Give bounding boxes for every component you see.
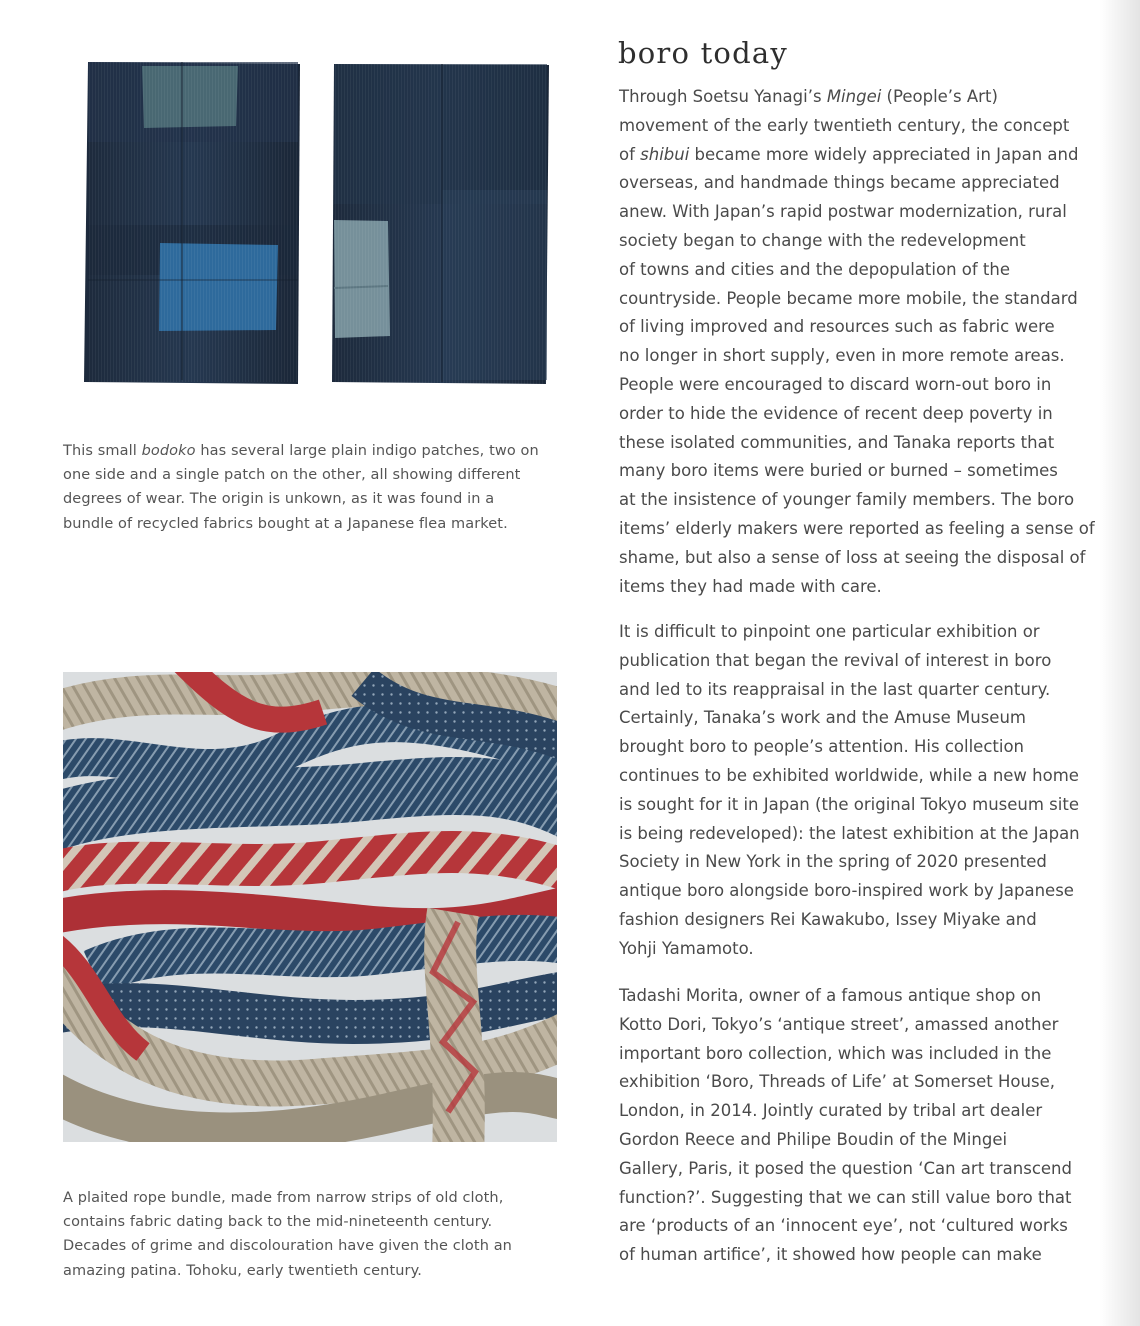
text-line [619, 733, 1119, 762]
caption-line [63, 1259, 563, 1283]
text-run: It is difficult to pinpoint one particular exhibition or [619, 622, 1040, 641]
text-line [619, 573, 1119, 602]
text-run: is sought for it in Japan (the original Tokyo museum site [619, 794, 1079, 814]
text-line [619, 1241, 1119, 1270]
text-run: of [619, 144, 641, 164]
text-line [619, 982, 1119, 1011]
bodoko-photo [62, 40, 562, 400]
text-line [619, 544, 1119, 573]
text-run: items they had made with care. [619, 576, 882, 596]
text-line [619, 848, 1119, 877]
text-run: continues to be exhibited worldwide, while a new home [619, 765, 1079, 785]
text-line [619, 1097, 1119, 1126]
text-run: is being redeveloped): the latest exhibition at the Japan [619, 823, 1080, 843]
text-line [619, 429, 1119, 458]
text-run: these isolated communities, and Tanaka reports that [619, 432, 1055, 452]
italic-term: bodoko [141, 443, 196, 459]
text-run: no longer in short supply, even in more remote areas. [619, 346, 1065, 366]
text-line [619, 791, 1119, 820]
caption-line [63, 439, 563, 463]
text-run: many boro items were buried or burned – sometimes [619, 461, 1058, 481]
paragraph-2 [619, 618, 1119, 964]
text-line [619, 198, 1119, 227]
text-line [619, 1011, 1119, 1040]
caption-line [63, 1210, 563, 1234]
text-run: Yohji Yamamoto. [619, 938, 754, 958]
text-line [619, 256, 1119, 285]
text-line [619, 820, 1119, 849]
text-run: publication that began the revival of interest in boro [619, 650, 1052, 670]
text-run: antique boro alongside boro-inspired work by Japanese [619, 881, 1074, 901]
text-run: Tadashi Morita, owner of a famous antique shop on [619, 986, 1042, 1005]
text-run: has several large plain indigo patches, two on [195, 443, 539, 459]
text-run: items’ elderly makers were reported as feeling a sense of [619, 518, 1095, 538]
text-run: countryside. People became more mobile, the standard [619, 288, 1078, 308]
text-run: London, in 2014. Jointly curated by tribal art dealer [619, 1101, 1043, 1121]
text-run: at the insistence of younger family members. The boro [619, 490, 1075, 510]
text-line [619, 486, 1119, 515]
text-run: Kotto Dori, Tokyo’s ‘antique street’, amassed another [619, 1014, 1059, 1034]
text-run: society began to change with the redevelopment [619, 230, 1026, 250]
text-run: became more widely appreciated in Japan and [689, 144, 1079, 164]
text-run: and led to its reappraisal in the last quarter century. [619, 679, 1051, 699]
text-run: fashion designers Rei Kawakubo, Issey Miyake and [619, 909, 1037, 929]
paragraph-3 [619, 982, 1119, 1270]
text-line [619, 618, 1119, 647]
text-line [619, 83, 1119, 112]
text-run: of human artifice’, it showed how people can make [619, 1245, 1042, 1265]
caption-line [63, 1186, 563, 1210]
text-line [619, 906, 1119, 935]
text-line [619, 515, 1119, 544]
italic-term: shibui [640, 144, 690, 164]
text-run: order to hide the evidence of recent deep poverty in [619, 403, 1053, 423]
text-run: Decades of grime and discolouration have given the cloth an [63, 1238, 512, 1255]
text-run: Society in New York in the spring of 2020 presented [619, 852, 1047, 872]
text-run: amazing patina. Tohoku, early twentieth century. [63, 1262, 422, 1279]
text-run: overseas, and handmade things became appreciated [619, 173, 1060, 193]
text-line [619, 647, 1119, 676]
text-run: are ‘products of an ‘innocent eye’, not ‘cultured works [619, 1216, 1068, 1236]
text-line [619, 877, 1119, 906]
text-line [619, 285, 1119, 314]
text-run: anew. With Japan’s rapid postwar modernization, rural [619, 202, 1067, 222]
text-run: function?’. Suggesting that we can still value boro that [619, 1187, 1072, 1207]
text-line [619, 400, 1119, 429]
text-line [619, 762, 1119, 791]
text-line [619, 141, 1119, 170]
text-run: of living improved and resources such as fabric were [619, 317, 1055, 337]
bodoko-right-panel [332, 64, 549, 384]
text-line [619, 371, 1119, 400]
text-run: of towns and cities and the depopulation of the [619, 259, 1011, 279]
text-line [619, 342, 1119, 371]
text-line [619, 169, 1119, 198]
text-line [619, 1126, 1119, 1155]
text-line [619, 227, 1119, 256]
caption-line [63, 512, 563, 536]
italic-term: Mingei [826, 87, 882, 106]
text-run: (People’s Art) [881, 87, 998, 106]
text-run: This small [63, 443, 142, 459]
section-title: boro today [618, 36, 788, 70]
text-line [619, 1212, 1119, 1241]
caption-line [63, 1234, 563, 1258]
paragraph-1 [619, 83, 1119, 601]
text-run: movement of the early twentieth century, the concept [619, 115, 1070, 135]
text-line [619, 1155, 1119, 1184]
text-line [619, 313, 1119, 342]
text-run: Certainly, Tanaka’s work and the Amuse Museum [619, 708, 1026, 728]
bodoko-caption [63, 439, 563, 536]
text-run: degrees of wear. The origin is unkown, as it was found in a [63, 491, 495, 508]
text-run: Through Soetsu Yanagi’s [619, 87, 827, 106]
text-line [619, 1068, 1119, 1097]
text-run: shame, but also a sense of loss at seeing the disposal of [619, 547, 1086, 567]
text-line [619, 935, 1119, 964]
text-line [619, 112, 1119, 141]
text-run: brought boro to people’s attention. His collection [619, 737, 1024, 757]
text-line [619, 1184, 1119, 1213]
text-run: contains fabric dating back to the mid-nineteenth century. [63, 1214, 493, 1231]
text-line [619, 457, 1119, 486]
rope-bundle-photo [63, 672, 557, 1142]
text-run: one side and a single patch on the other, all showing different [63, 467, 521, 484]
text-run: exhibition ‘Boro, Threads of Life’ at Somerset House, [619, 1072, 1055, 1092]
bodoko-left-panel [84, 62, 300, 384]
text-run: People were encouraged to discard worn-out boro in [619, 374, 1052, 394]
text-run: Gordon Reece and Philipe Boudin of the Mingei [619, 1129, 1008, 1149]
text-line [619, 1040, 1119, 1069]
rope-caption [63, 1186, 563, 1283]
text-line [619, 704, 1119, 733]
text-run: bundle of recycled fabrics bought at a Japanese flea market. [63, 515, 508, 532]
text-run: important boro collection, which was included in the [619, 1043, 1052, 1063]
caption-line [63, 487, 563, 511]
text-line [619, 676, 1119, 705]
text-run: A plaited rope bundle, made from narrow strips of old cloth, [63, 1190, 504, 1206]
text-run: Gallery, Paris, it posed the question ‘Can art transcend [619, 1158, 1072, 1178]
caption-line [63, 463, 563, 487]
